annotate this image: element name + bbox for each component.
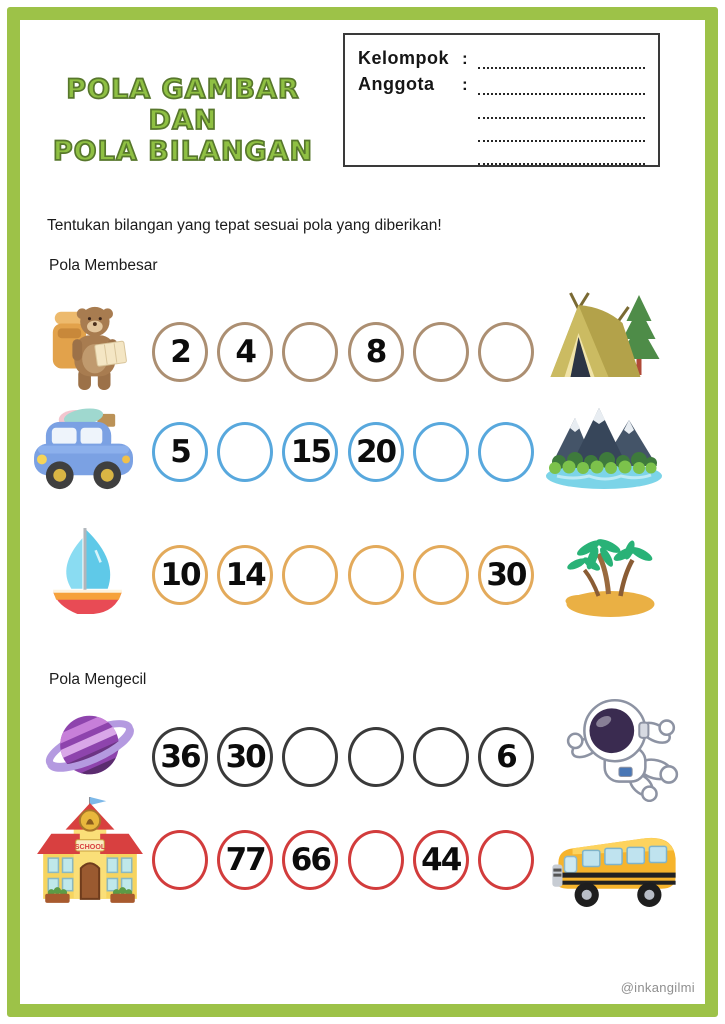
school-sign-text: SCHOOL (74, 842, 106, 851)
answer-circle[interactable] (413, 727, 469, 787)
answer-circle[interactable] (413, 545, 469, 605)
pattern-circle: 4 (217, 322, 273, 382)
answer-circle[interactable] (282, 727, 338, 787)
pattern-row-planet (152, 727, 534, 787)
instruction-text: Tentukan bilangan yang tepat sesuai pola yang diberikan! (47, 217, 442, 234)
page-title-line1: POLA GAMBAR DAN (66, 74, 300, 137)
anggota-label: Anggota (358, 74, 435, 94)
school-bus-icon (548, 814, 682, 912)
saturn-planet-icon (43, 700, 137, 790)
anggota-answer-line[interactable] (478, 74, 645, 95)
group-info-box (343, 33, 660, 167)
anggota-row (358, 70, 645, 95)
tent-with-tree-icon (544, 287, 660, 385)
kelompok-colon: : (462, 49, 468, 68)
travel-car-icon (30, 404, 138, 500)
kelompok-answer-line[interactable] (478, 48, 645, 69)
page-title (36, 74, 330, 167)
sailboat-icon (45, 524, 129, 618)
pattern-circle: 77 (217, 830, 273, 890)
pattern-row-car (152, 422, 534, 482)
kelompok-label: Kelompok (358, 48, 450, 68)
pattern-circle: 5 (152, 422, 208, 482)
page-title-line2: POLA BILANGAN (52, 136, 314, 168)
school-building-icon (35, 795, 145, 907)
pattern-circle: 8 (348, 322, 404, 382)
answer-circle[interactable] (152, 830, 208, 890)
answer-circle[interactable] (478, 830, 534, 890)
anggota-extra-line[interactable] (478, 96, 645, 119)
credit-handle: @inkangilmi (620, 980, 695, 995)
pattern-circle: 30 (478, 545, 534, 605)
section-heading-mengecil: Pola Mengecil (49, 671, 147, 688)
pattern-circle: 66 (282, 830, 338, 890)
answer-circle[interactable] (217, 422, 273, 482)
answer-circle[interactable] (478, 422, 534, 482)
palm-island-icon (562, 528, 660, 620)
answer-circle[interactable] (282, 545, 338, 605)
pattern-circle: 15 (282, 422, 338, 482)
section-heading-membesar: Pola Membesar (49, 257, 158, 274)
pattern-circle: 6 (478, 727, 534, 787)
answer-circle[interactable] (282, 322, 338, 382)
pattern-circle: 10 (152, 545, 208, 605)
pattern-circle: 36 (152, 727, 208, 787)
mountain-island-icon (542, 404, 666, 492)
kelompok-row (358, 44, 645, 69)
pattern-row-bear (152, 322, 534, 382)
pattern-circle: 20 (348, 422, 404, 482)
answer-circle[interactable] (348, 545, 404, 605)
pattern-circle: 2 (152, 322, 208, 382)
pattern-circle: 44 (413, 830, 469, 890)
answer-circle[interactable] (478, 322, 534, 382)
answer-circle[interactable] (413, 422, 469, 482)
bear-hiker-icon (45, 298, 133, 396)
pattern-circle: 14 (217, 545, 273, 605)
pattern-circle: 30 (217, 727, 273, 787)
pattern-row-school (152, 830, 534, 890)
pattern-row-boat (152, 545, 534, 605)
anggota-colon: : (462, 75, 468, 94)
answer-circle[interactable] (413, 322, 469, 382)
answer-circle[interactable] (348, 830, 404, 890)
anggota-extra-line[interactable] (478, 142, 645, 165)
anggota-extra-line[interactable] (478, 119, 645, 142)
astronaut-icon (562, 694, 684, 802)
answer-circle[interactable] (348, 727, 404, 787)
